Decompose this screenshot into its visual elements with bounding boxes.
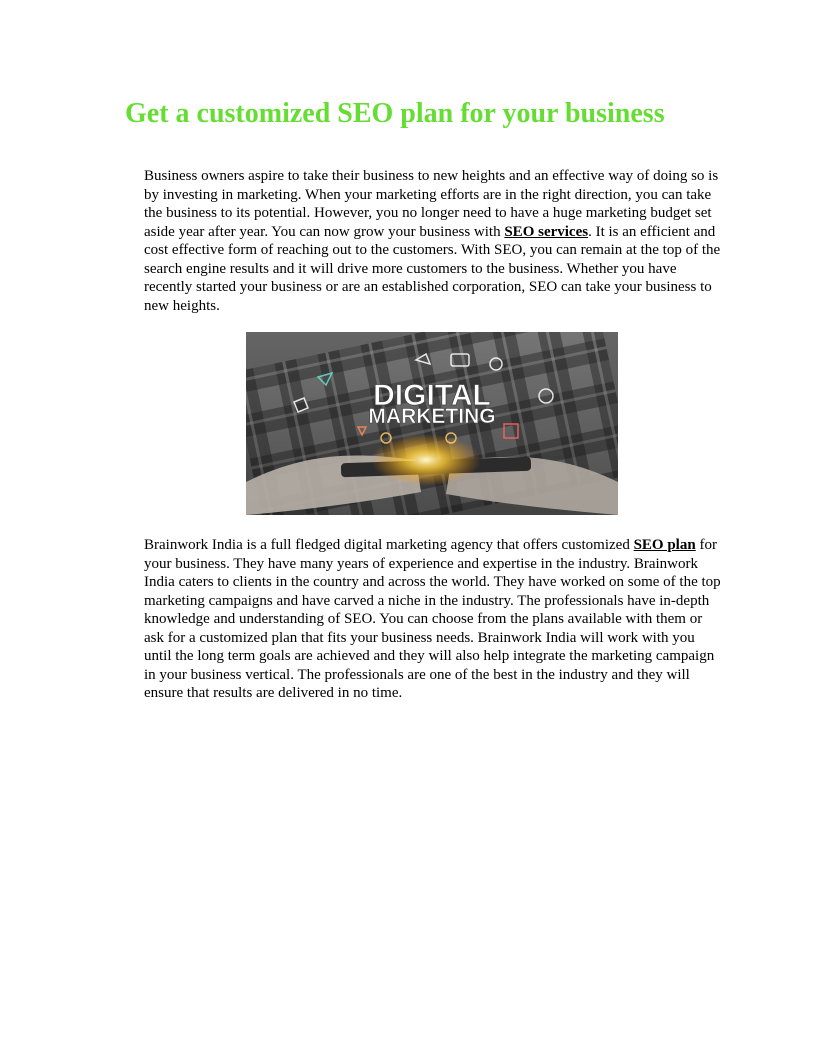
intro-text-start: Business owners aspire to take their business to new heights and an effective way of doing so is by investing in marketing. When your marketing efforts are in the right direction, you can take the business to its potential. However, you no longer need to have a huge marketing budget set aside year after year. You can now grow your business with	[144, 168, 719, 240]
agency-text-start: Brainwork India is a full fledged digital marketing agency that offers customized	[144, 537, 634, 553]
digital-marketing-image	[246, 332, 618, 515]
page-title: Get a customized SEO plan for your business	[125, 98, 665, 129]
intro-text-end: . It is an efficient and cost effective form of reaching out to the customers. With SEO, you can remain at the top of the search engine results and it will drive more customers to the business. Whether you have recently started your business or are an established corporation, SEO can take your business to new heights.	[144, 223, 721, 314]
image-title-line1: DIGITAL	[373, 379, 491, 412]
seo-plan-link[interactable]: SEO plan	[633, 537, 696, 553]
agency-paragraph	[144, 536, 724, 703]
seo-services-link[interactable]: SEO services	[504, 223, 589, 240]
intro-paragraph	[144, 167, 724, 315]
agency-text-end: for your business. They have many years of experience and expertise in the industry. Brainwork India caters to clients in the country and across the world. They have worked on some of the top marketing campaigns and have carved a niche in the industry. The professionals have in-depth knowledge and understanding of SEO. You can choose from the plans available with them or ask for a customized plan that fits your business needs. Brainwork India will work with you until the long term goals are achieved and they will also help integrate the marketing campaign in your business vertical. The professionals are one of the best in the industry and they will ensure that results are delivered in no time.	[144, 537, 721, 701]
image-title-line2: MARKETING	[368, 405, 496, 428]
